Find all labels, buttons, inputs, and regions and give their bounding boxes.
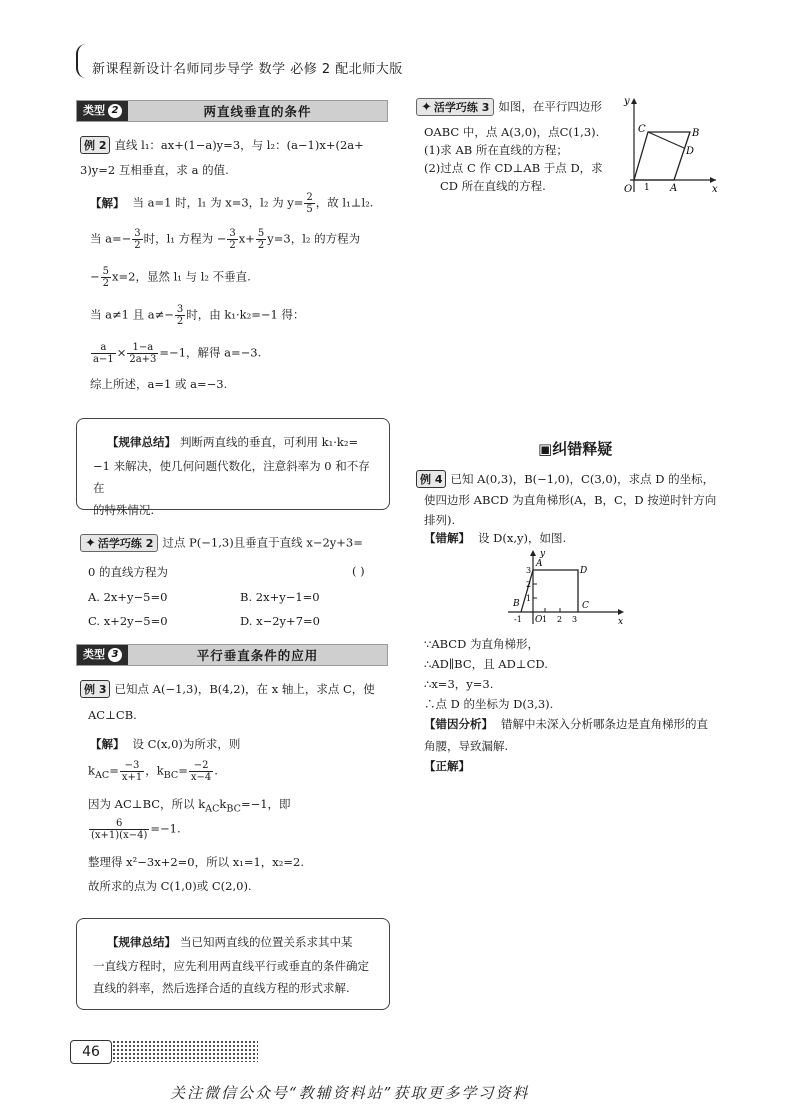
- fraction: [89, 818, 149, 841]
- text: =−1.: [150, 821, 181, 836]
- denominator: 2: [229, 240, 236, 251]
- label-x: x: [712, 184, 718, 195]
- option-d: D. x−2y+7=0: [240, 614, 320, 628]
- text: =: [178, 763, 188, 778]
- numerator: −2: [189, 760, 213, 772]
- solution-label: 【解】: [90, 737, 125, 751]
- example4-wrong-line5: ∴点 D 的坐标为 D(3,3).: [424, 697, 554, 711]
- label-y: y: [540, 549, 546, 559]
- section-title: 平行垂直条件的应用: [196, 648, 319, 663]
- rule-summary-box-2: [76, 918, 390, 1010]
- fraction: [175, 304, 185, 327]
- text: =−1，即: [240, 797, 291, 811]
- text: 当 a=1 时，l₁ 为 x=3，l₂ 为 y=: [132, 195, 304, 210]
- practice2-question-line2: 0 的直线方程为: [88, 565, 168, 579]
- label-b: B: [513, 599, 520, 609]
- label-c: C: [638, 124, 646, 135]
- type-tag-label: 类型: [83, 104, 105, 117]
- text: 时，l₁ 方程为 −: [143, 231, 227, 246]
- tick-2: 2: [557, 615, 563, 624]
- text: 当 a≠1 且 a≠−: [90, 307, 174, 322]
- fraction: [101, 266, 111, 289]
- text: ，k: [145, 763, 164, 778]
- practice3-question-line3: (1)求 AB 所在直线的方程；: [424, 143, 568, 157]
- trapezoid-abcd: [521, 570, 578, 612]
- cause-label: 【错因分析】: [424, 717, 493, 731]
- text: −: [90, 269, 100, 284]
- question-text: 过点 P(−1,3)且垂直于直线 x−2y+3=: [162, 535, 363, 550]
- practice-tag-label: 活学巧练 2: [97, 537, 154, 550]
- fraction: [304, 192, 314, 215]
- option-b: B. 2x+y−1=0: [240, 590, 320, 604]
- text: k: [219, 797, 227, 811]
- label-b: B: [692, 128, 700, 139]
- tick-3: 3: [572, 615, 578, 624]
- correct-label: 【正解】: [424, 759, 470, 773]
- header-brace: [76, 44, 88, 78]
- numerator: 5: [257, 228, 265, 239]
- example3-solution-line5: 整理得 x²−3x+2=0，所以 x₁=1，x₂=2.: [88, 855, 305, 869]
- label-x: x: [618, 617, 624, 627]
- rule-label: 【规律总结】: [107, 435, 176, 449]
- option-c: C. x+2y−5=0: [88, 614, 168, 628]
- text: .: [214, 763, 218, 778]
- numerator: 3: [176, 304, 184, 315]
- tick-1: 1: [644, 183, 650, 193]
- denominator: x−4: [190, 772, 212, 783]
- trapezoid-figure: [500, 548, 630, 628]
- example-tag: 例 2: [80, 136, 110, 154]
- footer-handwritten-note: 关注微信公众号“教辅资料站”获取更多学习资料: [170, 1084, 530, 1102]
- example4-question-line3: 排列).: [424, 513, 456, 527]
- numerator: 5: [102, 266, 110, 277]
- fraction: [256, 228, 266, 251]
- example2-solution-line1: [90, 192, 373, 215]
- section-bar-type2: [76, 100, 388, 122]
- fraction: [91, 342, 116, 365]
- subscript: AC: [205, 803, 220, 815]
- example3-solution-line2: [88, 760, 218, 783]
- wrong-solution-label: 【错解】: [424, 531, 470, 545]
- fraction: [189, 760, 213, 783]
- example2-question-line1: [80, 136, 364, 154]
- label-o: O: [535, 615, 543, 625]
- numerator: 1−a: [127, 342, 158, 354]
- example4-wrong-line4: ∴x=3，y=3.: [424, 677, 494, 691]
- type-number: 2: [108, 104, 122, 118]
- tick-1: 1: [542, 615, 548, 624]
- label-c: C: [582, 601, 589, 611]
- rule-line: [93, 929, 373, 955]
- question-text: 已知点 A(−1,3)，B(4,2)，在 x 轴上，求点 C，使: [114, 682, 375, 696]
- solution-label: 【解】: [90, 195, 125, 210]
- example-tag: 例 4: [416, 470, 446, 488]
- star-icon: ✦: [85, 535, 96, 551]
- example3-solution-line6: 故所求的点为 C(1,0)或 C(2,0).: [88, 879, 252, 893]
- example3-question-line2: AC⊥CB.: [88, 708, 137, 722]
- type-tag-label: 类型: [83, 648, 105, 661]
- example-tag: 例 3: [80, 680, 110, 698]
- tick-y1: 1: [526, 594, 532, 603]
- subscript: BC: [163, 769, 179, 781]
- footer-dot-pattern: [112, 1040, 258, 1062]
- rule-label: 【规律总结】: [107, 935, 176, 949]
- fraction: [120, 760, 144, 783]
- example2-solution-line6: 综上所述，a=1 或 a=−3.: [90, 377, 228, 391]
- example2-solution-line4: [90, 304, 305, 327]
- label-a: A: [670, 183, 678, 194]
- text: 当 a=−: [90, 231, 132, 246]
- section-title: 两直线垂直的条件: [203, 104, 312, 119]
- text: k: [88, 763, 95, 778]
- answer-blank: ( ): [352, 564, 365, 578]
- rule-summary-box-1: [76, 418, 390, 517]
- example4-cause-line2: 角腰，导致漏解.: [424, 739, 509, 753]
- numerator: 2: [306, 192, 313, 203]
- fraction: [227, 228, 237, 251]
- question-text: 已知 A(0,3)，B(−1,0)，C(3,0)，求点 D 的坐标，: [450, 472, 715, 486]
- text: 错解中未深入分析哪条边是直角梯形的直: [501, 717, 708, 731]
- denominator: a−1: [93, 354, 114, 365]
- numerator: 3: [229, 228, 236, 239]
- denominator: (x+1)(x−4): [91, 830, 148, 841]
- option-a: A. 2x+y−5=0: [88, 590, 168, 604]
- label-a: A: [536, 559, 543, 569]
- practice3-question-line5: CD 所在直线的方程.: [440, 179, 546, 193]
- page-number: 46: [70, 1040, 112, 1064]
- type-number: 3: [108, 648, 122, 662]
- text: 时，由 k₁·k₂=−1 得：: [186, 307, 305, 322]
- text: x=2，显然 l₁ 与 l₂ 不垂直.: [112, 269, 251, 284]
- example4-question-line2: 使四边形 ABCD 为直角梯形(A，B，C，D 按逆时针方向: [424, 493, 717, 507]
- example3-solution-line3: [88, 796, 291, 814]
- label-o: O: [624, 184, 633, 195]
- question-text: 如图，在平行四边形: [498, 99, 602, 114]
- tick-y3: 3: [526, 566, 532, 575]
- text: 设 D(x,y)，如图.: [478, 531, 567, 545]
- label-d: D: [686, 146, 695, 157]
- example4-question-line1: [416, 470, 714, 488]
- segment-cd: [648, 132, 684, 148]
- rule-line: [93, 429, 373, 455]
- example3-solution-line4: [88, 818, 181, 841]
- denominator: 2a+3: [129, 354, 157, 365]
- label-d: D: [580, 566, 588, 576]
- x-axis-arrow: [618, 609, 624, 615]
- running-header: 新课程新设计名师同步导学 数学 必修 2 配北师大版: [92, 62, 403, 77]
- denominator: 2: [102, 278, 110, 289]
- example4-wrong-line3: ∴AD∥BC，且 AD⊥CD.: [424, 657, 548, 671]
- section-icon: ▣: [538, 440, 553, 458]
- type-tag: [77, 645, 128, 665]
- fraction: [132, 228, 142, 251]
- rule-line: 的特殊情况.: [93, 503, 155, 517]
- denominator: 2: [257, 240, 265, 251]
- practice-tag: [416, 98, 494, 116]
- text: =: [109, 763, 119, 778]
- denominator: 5: [306, 204, 313, 215]
- example4-correct-label: [424, 758, 478, 774]
- example4-wrong-line1: [424, 530, 566, 546]
- numerator: −3: [120, 760, 144, 772]
- y-axis-arrow: [530, 550, 536, 556]
- tick-y2: 2: [526, 580, 532, 589]
- type-tag: [77, 101, 128, 121]
- rule-line: 一直线方程时，应先利用两直线平行或垂直的条件确定: [93, 959, 369, 973]
- practice2-question-line1: [80, 534, 363, 552]
- star-icon: ✦: [421, 99, 432, 115]
- rule-text: 当已知两直线的位置关系求其中某: [180, 935, 353, 949]
- text: =−1，解得 a=−3.: [159, 345, 262, 360]
- example2-solution-line5: [90, 342, 261, 365]
- numerator: 6: [89, 818, 149, 830]
- section-title-text: 纠错释疑: [552, 440, 613, 458]
- example3-question-line1: [80, 680, 375, 698]
- example2-solution-line3: [90, 266, 251, 289]
- y-axis-arrow: [631, 98, 637, 104]
- label-y: y: [624, 96, 630, 107]
- rule-text: 判断两直线的垂直，可利用 k₁·k₂=: [180, 435, 359, 449]
- example4-cause-line1: [424, 716, 708, 732]
- practice3-question-line4: (2)过点 C 作 CD⊥AB 于点 D，求: [424, 161, 603, 175]
- practice3-question-line1: [416, 98, 602, 116]
- fraction: [127, 342, 158, 365]
- example3-solution-line1: [90, 736, 240, 752]
- denominator: x+1: [121, 772, 143, 783]
- example2-question-line2: 3)y=2 互相垂直，求 a 的值.: [80, 163, 229, 177]
- practice-tag-label: 活学巧练 3: [433, 101, 490, 114]
- text: x+: [238, 231, 255, 246]
- x-axis-arrow: [710, 177, 716, 183]
- text: y=3，l₂ 的方程为: [267, 231, 361, 246]
- text: 设 C(x,0)为所求，则: [132, 737, 241, 751]
- numerator: 3: [134, 228, 141, 239]
- denominator: 2: [134, 240, 141, 251]
- text: 因为 AC⊥BC，所以 k: [88, 797, 206, 811]
- subscript: AC: [94, 769, 110, 781]
- rule-line: 直线的斜率，然后选择合适的直线方程的形式求解.: [93, 981, 350, 995]
- parallelogram-oabc: [634, 132, 690, 180]
- rule-line: −1 来解决，使几何问题代数化，注意斜率为 0 和不存在: [93, 459, 370, 495]
- tick-minus-1: -1: [514, 615, 522, 624]
- parallelogram-figure: [612, 92, 722, 196]
- section-bar-type3: [76, 644, 388, 666]
- error-section-title: [538, 438, 612, 459]
- practice-tag: [80, 534, 158, 552]
- example2-solution-line2: [90, 228, 360, 251]
- practice3-question-line2: OABC 中，点 A(3,0)，点C(1,3).: [424, 125, 600, 139]
- times-sign: ×: [116, 345, 127, 360]
- numerator: a: [91, 342, 116, 354]
- question-text: 直线 l₁：ax+(1−a)y=3，与 l₂：(a−1)x+(2a+: [114, 138, 364, 152]
- subscript: BC: [226, 803, 241, 815]
- example4-wrong-line2: ∵ABCD 为直角梯形，: [424, 637, 539, 651]
- denominator: 2: [176, 316, 184, 327]
- text: ，故 l₁⊥l₂.: [315, 195, 374, 210]
